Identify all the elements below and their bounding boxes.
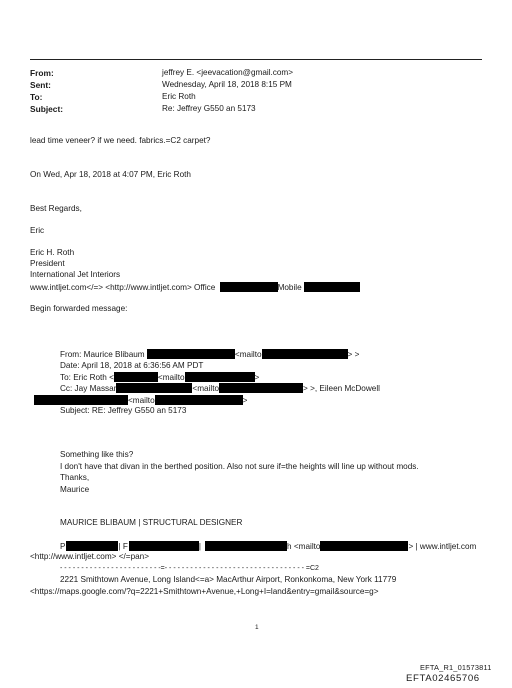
redaction-box — [220, 282, 278, 292]
redaction-box — [116, 383, 192, 393]
fwd-to-mailto: <mailto — [157, 373, 185, 382]
eric: Eric — [30, 226, 45, 235]
body-line-1: lead time veneer? if we need. fabrics.=C2 carpet? — [30, 136, 211, 145]
best-regards: Best Regards, — [30, 204, 82, 213]
maps-link: <https://maps.google.com/?q=2221+Smithtown+Avenue,+Long+I=land&entry=gmail&source=g> — [30, 587, 379, 596]
begin-forwarded: Begin forwarded message: — [30, 304, 128, 313]
redaction-box — [129, 541, 202, 551]
from-value: jeffrey E. <jeevacation@gmail.com> — [162, 68, 294, 77]
redaction-box — [114, 372, 158, 382]
maurice-signature: MAURICE BLIBAUM | STRUCTURAL DESIGNER — [60, 518, 243, 527]
bar-separator: | — [198, 542, 202, 551]
fwd-line4-end: > — [242, 396, 248, 405]
fwd-date: Date: April 18, 2018 at 6:36:56 AM PDT — [60, 361, 204, 370]
fwd-to-end: > — [254, 373, 260, 382]
redaction-box — [262, 349, 348, 359]
fwd-cc: Cc: Jay Massar — [60, 384, 117, 393]
redaction-box — [219, 383, 303, 393]
sig-website: > | www.intljet.com — [408, 542, 477, 551]
msg-line-1: Something like this? — [60, 450, 134, 459]
fwd-subject: Subject: RE: Jeffrey G550 an 5173 — [60, 406, 187, 415]
fax-label: | F — [118, 542, 128, 551]
footer-ref-2: EFTA02465706 — [406, 673, 480, 684]
redaction-box — [66, 541, 118, 551]
page-number: 1 — [255, 624, 259, 631]
redaction-box — [320, 541, 408, 551]
signature-web: www.intljet.com</=> <http://www.intljet.com> Office — [30, 283, 216, 292]
fwd-cc-mailto: <mailto — [192, 384, 220, 393]
phone-label: P — [60, 542, 66, 551]
fwd-from-line — [60, 349, 359, 360]
signature-title: President — [30, 259, 65, 268]
address-line: 2221 Smithtown Avenue, Long Island<=a> MacArthur Airport, Ronkonkoma, New York 11779 — [60, 575, 397, 584]
redaction-box — [155, 395, 243, 405]
contact-line — [60, 541, 476, 552]
sig-mailto: h <mailto — [287, 542, 321, 551]
sig-website-2: <http://www.intljet.com> </=pan> — [30, 552, 150, 561]
fwd-from: From: Maurice Blibaum — [60, 350, 145, 359]
subject-value: Re: Jeffrey G550 an 5173 — [162, 104, 256, 113]
footer-ref-1: EFTA_R1_01573811 — [420, 663, 492, 672]
fwd-to-line — [60, 372, 259, 383]
fwd-to: To: Eric Roth < — [60, 373, 114, 382]
fwd-line4-mailto: <mailto — [128, 396, 155, 405]
signature-mobile: Mobile — [277, 283, 302, 292]
signature-company: International Jet Interiors — [30, 270, 121, 279]
header-divider — [30, 59, 482, 60]
redaction-box — [185, 372, 255, 382]
signature-name: Eric H. Roth — [30, 248, 75, 257]
signature-web-line — [30, 282, 360, 293]
from-label: From: — [30, 68, 54, 78]
redaction-box — [147, 349, 235, 359]
msg-line-4: Maurice — [60, 485, 90, 494]
msg-line-3: Thanks, — [60, 473, 90, 482]
to-label: To: — [30, 92, 43, 102]
sent-value: Wednesday, April 18, 2018 8:15 PM — [162, 80, 292, 89]
fwd-from-end: > > — [347, 350, 360, 359]
msg-line-2: I don't have that divan in the berthed position. Also not sure if=the heights will line up without mods. — [60, 462, 419, 471]
to-value: Eric Roth — [162, 92, 196, 101]
fwd-line-4 — [34, 395, 247, 406]
redaction-box — [304, 282, 360, 292]
fwd-cc-line — [60, 383, 380, 394]
redaction-box — [34, 395, 128, 405]
dash-separator: - - - - - - - - - - - - - - - - - - - - - - - -=- - - - - - - - - - - - - - - - - - - - - - - - - - - - - - - - - =C2 — [60, 565, 319, 572]
subject-label: Subject: — [30, 104, 64, 114]
body-line-2: On Wed, Apr 18, 2018 at 4:07 PM, Eric Roth — [30, 170, 191, 179]
fwd-cc-end: > >, Eileen McDowell — [303, 384, 380, 393]
sent-label: Sent: — [30, 80, 51, 90]
redaction-box — [205, 541, 287, 551]
fwd-mailto: <mailto — [234, 350, 262, 359]
